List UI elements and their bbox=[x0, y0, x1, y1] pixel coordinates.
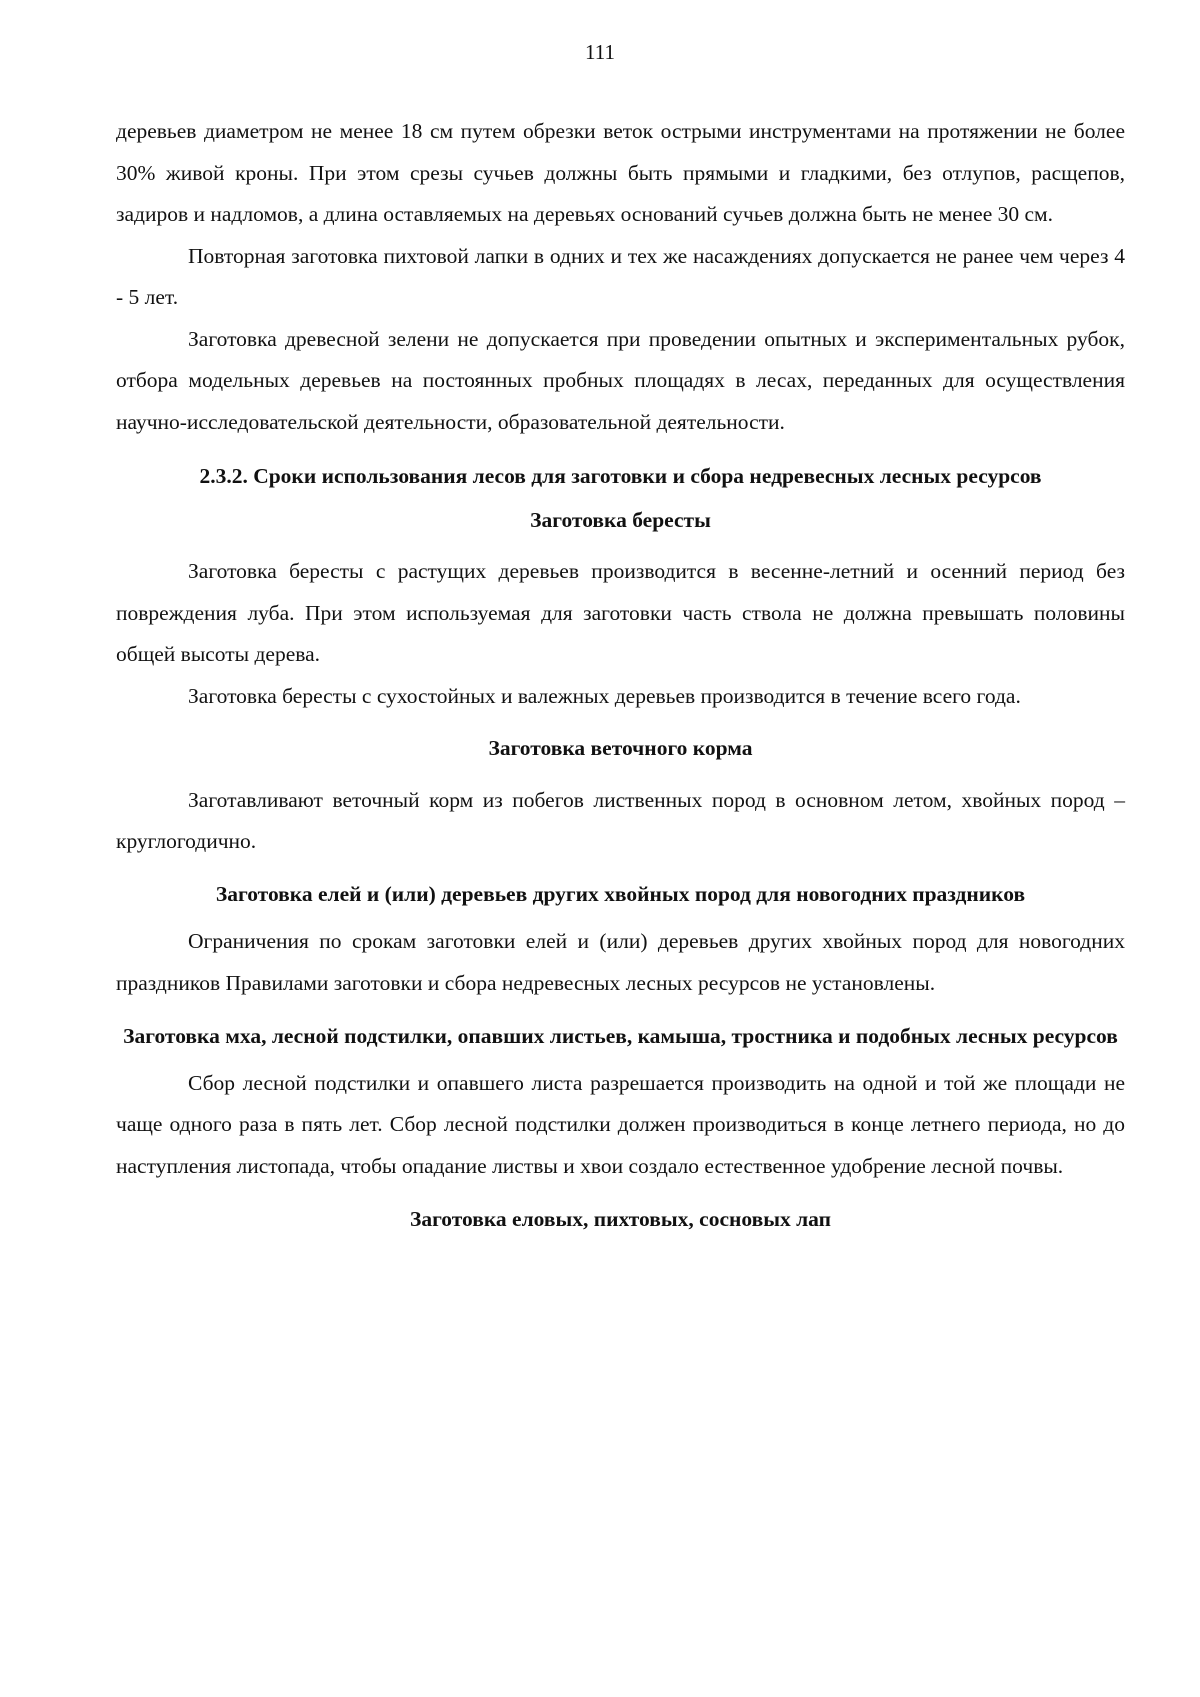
subheading-bark: Заготовка бересты bbox=[530, 507, 711, 532]
page-number: 111 bbox=[585, 40, 615, 64]
paragraph-christmas-trees: Ограничения по срокам заготовки елей и (или) деревьев других хвойных пород для новогодних праздников Правилами заготовки и сбора недревесных лесных ресурсов не установлены. bbox=[116, 929, 1125, 995]
page-content bbox=[116, 111, 1125, 1247]
paragraph-bark-living-trees: Заготовка бересты с растущих деревьев производится в весенне-летний и осенний период без повреждения луба. При этом используемая для заготовки часть ствола не должна превышать половины общей высоты дерева. bbox=[116, 559, 1125, 666]
paragraph-repeat-harvest: Повторная заготовка пихтовой лапки в одних и тех же насаждениях допускается не ранее чем через 4 - 5 лет. bbox=[116, 243, 1125, 309]
paragraph-branch-feed: Заготавливают веточный корм из побегов лиственных пород в основном летом, хвойных пород – круглогодично. bbox=[116, 787, 1125, 853]
paragraph-bark-dead-trees: Заготовка бересты с сухостойных и валежных деревьев производится в течение всего года. bbox=[188, 683, 1021, 708]
subheading-conifer-branches: Заготовка еловых, пихтовых, сосновых лап bbox=[409, 1207, 832, 1231]
paragraph-greenery-restrictions: Заготовка древесной зелени не допускается при проведении опытных и экспериментальных рубок, отбора модельных деревьев на постоянных пробных площадях в лесах, переданных для осуществления научно-исследовательской деятельности, образовательной деятельности. bbox=[116, 326, 1125, 434]
paragraph-branch-cutting-rules: деревьев диаметром не менее 18 см путем обрезки веток острыми инструментами на протяжении не более 30% живой кроны. При этом срезы сучьев должны быть прямыми и гладкими, без отлупов, расщепов, задиров и надломов, а длина оставляемых на деревьях оснований сучьев должна быть не менее 30 см. bbox=[116, 119, 1125, 226]
subheading-branch-feed: Заготовка веточного корма bbox=[488, 736, 753, 760]
subheading-moss-litter: Заготовка мха, лесной подстилки, опавших листьев, камыша, тростника и подобных лесных ресурсов bbox=[123, 1024, 1118, 1048]
subheading-christmas-trees: Заготовка елей и (или) деревьев других хвойных пород для новогодних праздников bbox=[215, 881, 1026, 906]
section-heading: 2.3.2. Сроки использования лесов для заготовки и сбора недревесных лесных ресурсов bbox=[199, 464, 1042, 488]
paragraph-moss-litter: Сбор лесной подстилки и опавшего листа разрешается производить на одной и той же площади не чаще одного раза в пять лет. Сбор лесной подстилки должен производиться в конце летнего периода, но до наступления листопада, чтобы опадание листвы и хвои создало естественное удобрение лесной почвы. bbox=[116, 1070, 1125, 1178]
